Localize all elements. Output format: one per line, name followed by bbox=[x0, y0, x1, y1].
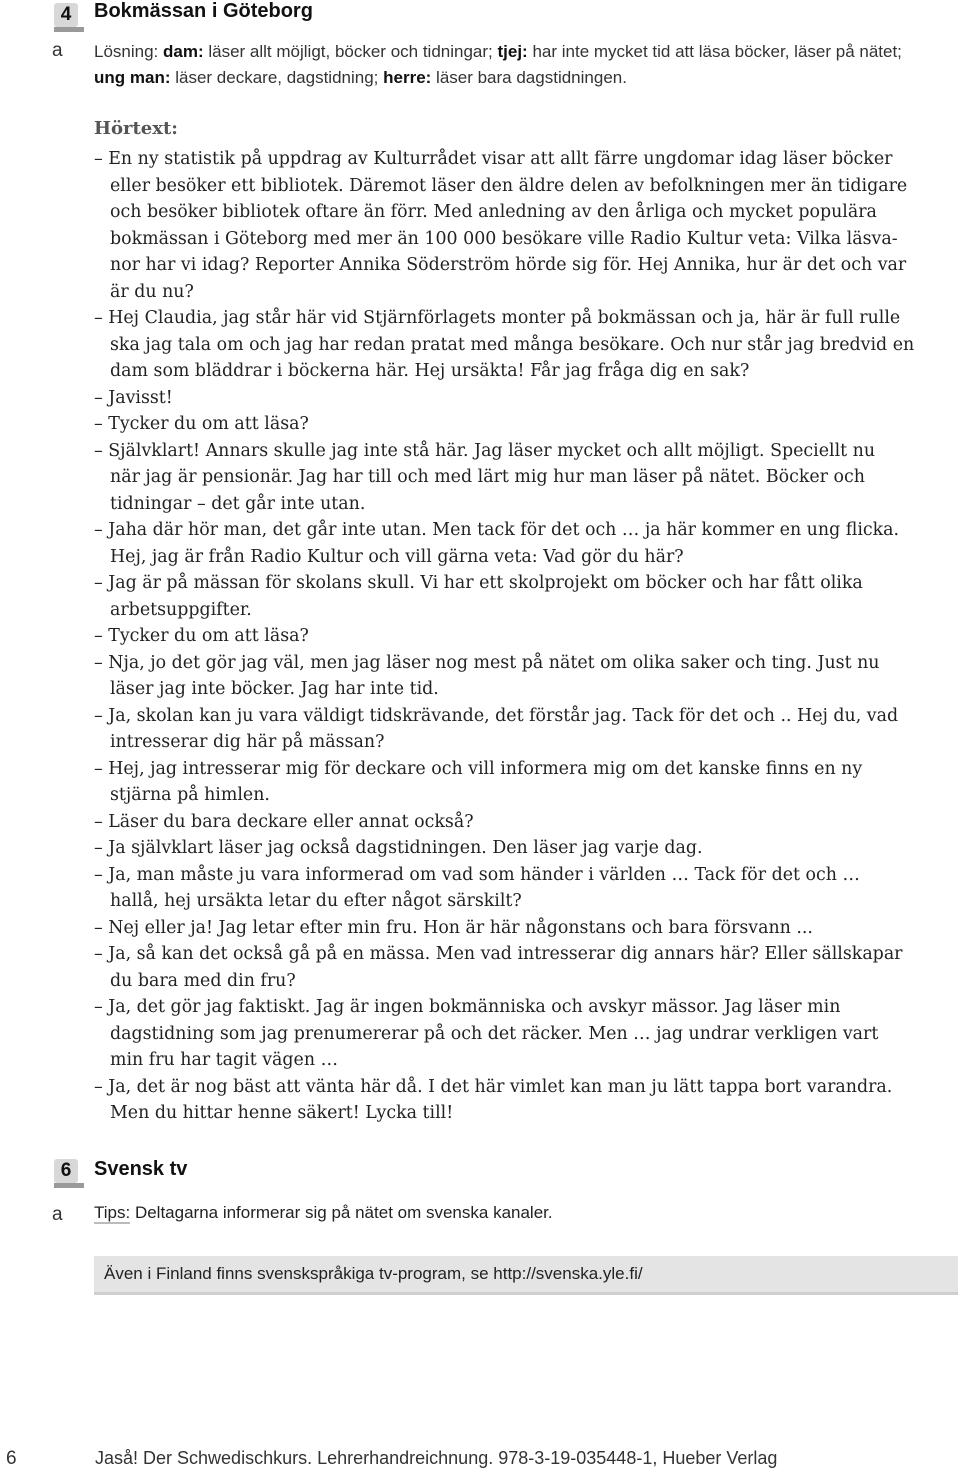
transcript-line: – Ja, man måste ju vara informerad om vad som händer i världen … Tack för det och … bbox=[94, 864, 860, 885]
section-title: Svensk tv bbox=[94, 1158, 188, 1180]
transcript-line: – Ja, skolan kan ju vara väldigt tidskrävande, det förstår jag. Tack för det och .. Hej du, vad bbox=[94, 705, 899, 726]
transcript-line: – Jag är på mässan för skolans skull. Vi har ett skolprojekt om böcker och har fått olika bbox=[94, 573, 863, 593]
tip-text: Deltagarna informerar sig på nätet om svenska kanaler. bbox=[130, 1203, 553, 1222]
section-title: Bokmässan i Göteborg bbox=[94, 0, 313, 22]
transcript-line: tidningar – det går inte utan. bbox=[110, 493, 366, 514]
solution-line-2: ung man: läser deckare, dagstidning; herre: läser bara dagstidningen. bbox=[94, 68, 627, 87]
transcript-line: – Nej eller ja! Jag letar efter min fru. Hon är här någonstans och bara försvann ... bbox=[94, 917, 813, 938]
transcript-line: – Nja, jo det gör jag väl, men jag läser nog mest på nätet om olika saker och ting. Just nu bbox=[94, 652, 880, 673]
transcript-line: – Ja, det gör jag faktiskt. Jag är ingen bokmänniska och avskyr mässor. Jag läser min bbox=[94, 997, 841, 1017]
solution-line-1: Lösning: dam: läser allt möjligt, böcker och tidningar; tjej: har inte mycket tid att läsa böcker, läser på nätet; bbox=[94, 42, 902, 61]
transcript-line: – Javisst! bbox=[94, 387, 173, 408]
transcript-line: – En ny statistik på uppdrag av Kulturrådet visar att allt färre ungdomar idag läser böcker bbox=[94, 149, 893, 169]
page-number: 6 bbox=[6, 1448, 17, 1469]
transcript-line: – Tycker du om att läsa? bbox=[94, 626, 309, 646]
transcript-line: – Hej Claudia, jag står här vid Stjärnförlagets monter på bokmässan och ja, här är full rulle bbox=[94, 308, 901, 328]
transcript-line: och besöker bibliotek oftare än förr. Med anledning av den årliga och mycket populära bbox=[110, 202, 877, 222]
info-text: Även i Finland finns svenskspråkiga tv-program, se http://svenska.yle.fi/ bbox=[104, 1264, 643, 1283]
transcript-line: läser jag inte böcker. Jag har inte tid. bbox=[110, 679, 439, 699]
exercise-number-badge bbox=[54, 3, 78, 27]
transcript bbox=[94, 146, 954, 1127]
transcript-line: dagstidning som jag prenumererar på och det räcker. Men … jag undrar verkligen vart bbox=[110, 1023, 879, 1044]
transcript-line: – Hej, jag intresserar mig för deckare och vill informera mig om det kanske finns en ny bbox=[94, 758, 863, 779]
transcript-line: – Självklart! Annars skulle jag inte stå här. Jag läser mycket och allt möjligt. Speciellt nu bbox=[94, 440, 876, 461]
transcript-line: – Jaha där hör man, det går inte utan. Men tack för det och … ja här kommer en ung flicka. bbox=[94, 520, 900, 540]
tip-line bbox=[94, 1203, 553, 1223]
transcript-line: arbetsuppgifter. bbox=[110, 599, 252, 620]
transcript-line: Men du hittar henne säkert! Lycka till! bbox=[110, 1103, 454, 1123]
subtask-letter: a bbox=[52, 40, 63, 61]
exercise-number: 6 bbox=[60, 1160, 72, 1181]
transcript-line: bokmässan i Göteborg med mer än 100 000 besökare ville Radio Kultur veta: Vilka läsva- bbox=[110, 228, 898, 249]
transcript-line: du bara med din fru? bbox=[110, 970, 296, 991]
transcript-line: är du nu? bbox=[110, 281, 194, 302]
hortext-heading: Hörtext: bbox=[94, 118, 178, 139]
transcript-line: – Läser du bara deckare eller annat också? bbox=[94, 811, 474, 832]
subtask-letter: a bbox=[52, 1204, 63, 1225]
footer-text: Jaså! Der Schwedischkurs. Lehrerhandreichnung. 978-3-19-035448-1, Hueber Verlag bbox=[95, 1448, 778, 1468]
exercise-number: 4 bbox=[60, 4, 72, 25]
transcript-line: hallå, hej ursäkta letar du efter något särskilt? bbox=[110, 891, 522, 911]
transcript-line: min fru har tagit vägen … bbox=[110, 1050, 338, 1070]
transcript-line: nor har vi idag? Reporter Annika Söderström hörde sig för. Hej Annika, hur är det och var bbox=[110, 255, 907, 275]
transcript-line: – Tycker du om att läsa? bbox=[94, 414, 309, 434]
transcript-line: dam som bläddrar i böckerna här. Hej ursäkta! Får jag fråga dig en sak? bbox=[110, 361, 750, 381]
info-box bbox=[94, 1256, 958, 1295]
transcript-line: – Ja, det är nog bäst att vänta här då. I det här vimlet kan man ju lätt tappa bort varandra. bbox=[94, 1076, 893, 1097]
transcript-line: Hej, jag är från Radio Kultur och vill gärna veta: Vad gör du här? bbox=[110, 546, 684, 567]
transcript-line: – Ja självklart läser jag också dagstidningen. Den läser jag varje dag. bbox=[94, 838, 703, 858]
tip-label: Tips: bbox=[94, 1203, 131, 1222]
transcript-line: stjärna på himlen. bbox=[110, 785, 270, 805]
transcript-line: – Ja, så kan det också gå på en mässa. Men vad intresserar dig annars här? Eller sällskapar bbox=[94, 944, 903, 964]
transcript-line: eller besöker ett bibliotek. Däremot läser den äldre delen av befolkningen mer än tidigare bbox=[110, 175, 908, 196]
exercise-number-badge bbox=[54, 1159, 78, 1183]
transcript-line: ska jag tala om och jag har redan pratat med många besökare. Och nur står jag bredvid en bbox=[110, 334, 915, 355]
transcript-line: när jag är pensionär. Jag har till och med lärt mig hur man läser på nätet. Böcker och bbox=[110, 467, 865, 487]
transcript-line: intresserar dig här på mässan? bbox=[110, 732, 385, 752]
